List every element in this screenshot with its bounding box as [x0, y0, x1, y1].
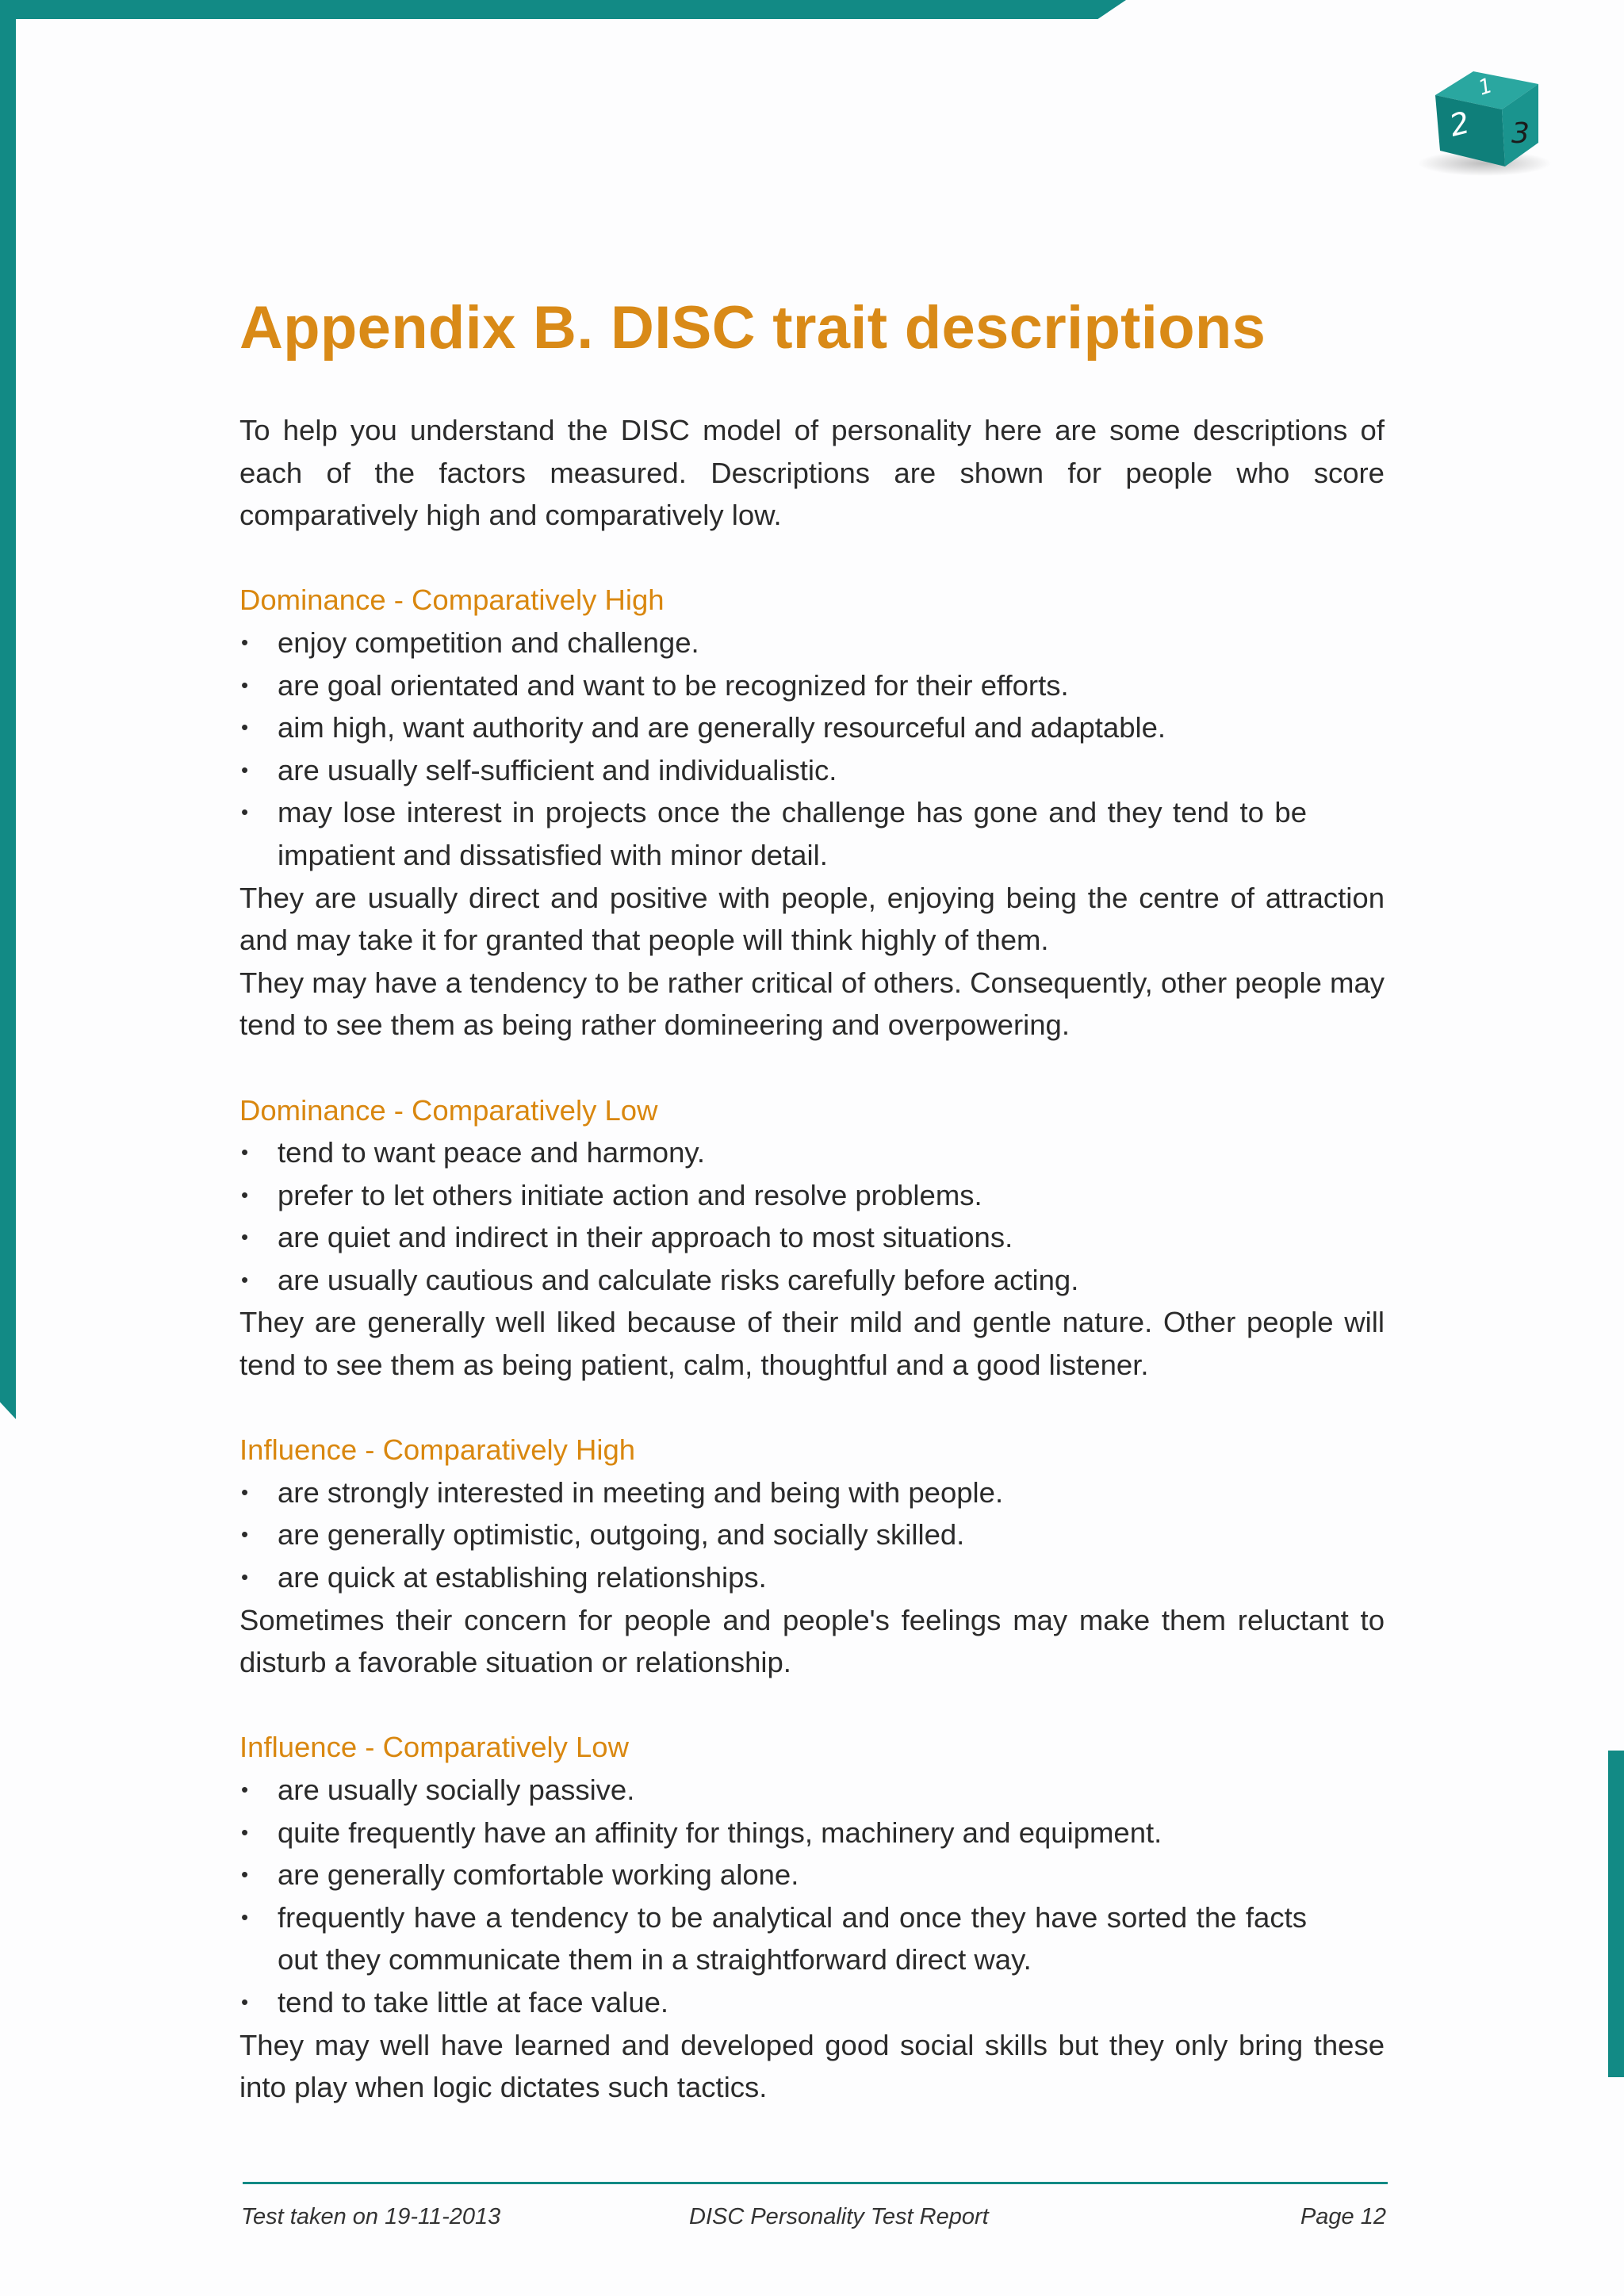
list-item: • are quiet and indirect in their approach to most situations. [239, 1216, 1385, 1259]
list-item: • tend to take little at face value. [239, 1981, 1385, 2024]
list-item: • are usually self-sufficient and individualistic. [239, 749, 1385, 792]
section-heading: Dominance - Comparatively Low [239, 1093, 658, 1127]
list-item: • frequently have a tendency to be analytical and once they have sorted the facts out they communicate them in a straightforward direct way. [239, 1896, 1385, 1981]
bullet-list [239, 622, 1385, 877]
bullet-list [239, 1769, 1385, 2024]
bullet-icon: • [241, 1904, 249, 1929]
footer-test-date: Test taken on 19-11-2013 [241, 2204, 501, 2229]
right-decorative-bar [1608, 1751, 1624, 2077]
list-item: • aim high, want authority and are generally resourceful and adaptable. [239, 706, 1385, 749]
section-heading: Dominance - Comparatively High [239, 584, 665, 617]
list-item: • tend to want peace and harmony. [239, 1131, 1385, 1174]
dice-face-1: 1 [1475, 74, 1496, 101]
bullet-icon: • [241, 1522, 249, 1547]
section-heading: Influence - Comparatively Low [239, 1731, 629, 1764]
dice-face-2: 2 [1446, 105, 1473, 144]
bullet-icon: • [241, 1267, 249, 1292]
section-influence-high [239, 1429, 1385, 1684]
list-item: • enjoy competition and challenge. [239, 622, 1385, 664]
dice-cube-icon [1411, 60, 1554, 187]
section-paragraph: They are generally well liked because of their mild and gentle nature. Other people will tend to see them as being patient, calm, thoughtful and a good listener. [239, 1306, 1385, 1382]
list-item: • are strongly interested in meeting and being with people. [239, 1471, 1385, 1514]
bullet-icon: • [241, 1140, 249, 1165]
page-footer [241, 2204, 1386, 2236]
top-decorative-bar [0, 0, 1126, 19]
left-decorative-bar [0, 0, 16, 1419]
section-dominance-low [239, 1089, 1385, 1387]
bullet-list [239, 1131, 1385, 1301]
list-item: • quite frequently have an affinity for things, machinery and equipment. [239, 1812, 1385, 1854]
bullet-icon: • [241, 1820, 249, 1844]
section-heading: Influence - Comparatively High [239, 1433, 636, 1467]
bullet-list [239, 1471, 1385, 1599]
list-item: • are usually cautious and calculate risks carefully before acting. [239, 1259, 1385, 1302]
bullet-icon: • [241, 629, 249, 654]
bullet-icon: • [241, 1777, 249, 1801]
list-item: • prefer to let others initiate action and resolve problems. [239, 1174, 1385, 1217]
list-item: • may lose interest in projects once the challenge has gone and they tend to be impatient and dissatisfied with minor detail. [239, 791, 1385, 876]
section-paragraph: They may have a tendency to be rather critical of others. Consequently, other people may tend to see them as being rather domineering and overpowering. [239, 966, 1385, 1042]
section-influence-low [239, 1726, 1385, 2108]
list-item: • are goal orientated and want to be recognized for their efforts. [239, 664, 1385, 707]
bullet-icon: • [241, 1989, 249, 2014]
bullet-icon: • [241, 1182, 249, 1207]
bullet-icon: • [241, 757, 249, 782]
bullet-icon: • [241, 1225, 249, 1249]
footer-divider [243, 2182, 1388, 2184]
footer-page-number: Page 12 [1300, 2204, 1386, 2229]
bullet-icon: • [241, 715, 249, 740]
section-dominance-high [239, 579, 1385, 1047]
section-paragraph: Sometimes their concern for people and people's feelings may make them reluctant to disturb a favorable situation or relationship. [239, 1603, 1385, 1679]
dice-face-3: 3 [1511, 117, 1530, 150]
list-item: • are usually socially passive. [239, 1769, 1385, 1812]
intro-paragraph: To help you understand the DISC model of personality here are some descriptions of each of the factors measured. Descriptions are shown for people who score comparatively high and comparatively low. [239, 414, 1385, 532]
bullet-icon: • [241, 1862, 249, 1887]
footer-report-title: DISC Personality Test Report [689, 2204, 989, 2229]
document-body [239, 409, 1385, 2109]
bullet-icon: • [241, 1479, 249, 1504]
bullet-icon: • [241, 672, 249, 697]
list-item: • are generally comfortable working alone. [239, 1854, 1385, 1896]
bullet-icon: • [241, 1565, 249, 1590]
list-item: • are quick at establishing relationships. [239, 1556, 1385, 1599]
section-paragraph: They may well have learned and developed good social skills but they only bring these into play when logic dictates such tactics. [239, 2028, 1385, 2104]
list-item: • are generally optimistic, outgoing, and socially skilled. [239, 1513, 1385, 1556]
bullet-icon: • [241, 800, 249, 825]
section-paragraph: They are usually direct and positive with people, enjoying being the centre of attraction and may take it for granted that people will think highly of them. [239, 881, 1385, 957]
page-title: Appendix B. DISC trait descriptions [239, 294, 1266, 362]
